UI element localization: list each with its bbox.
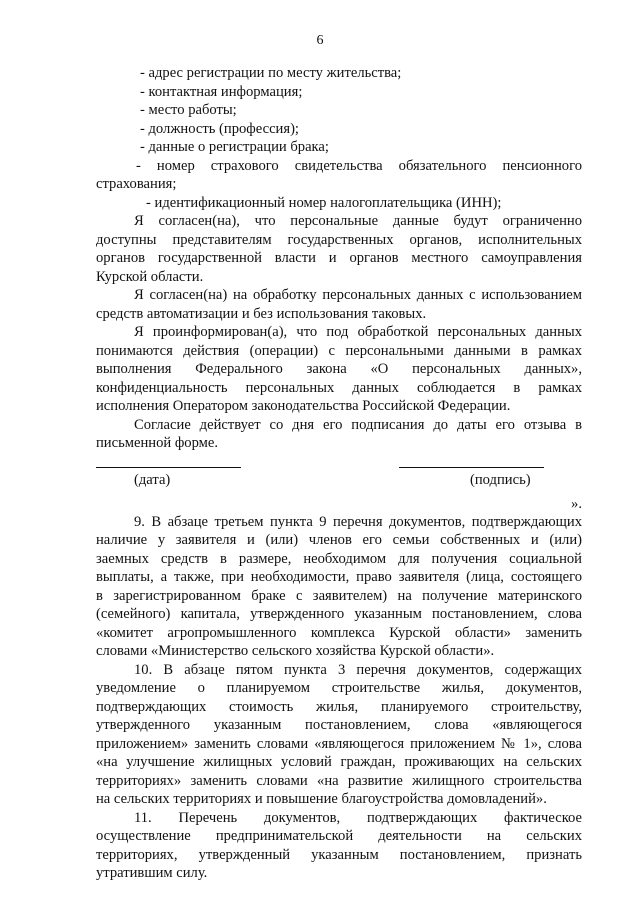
para-informed-line: понимаются действия (операции) с персональными данными в рамках <box>96 342 582 359</box>
para-validity-line: письменной форме. <box>96 435 219 451</box>
para-validity-line: Согласие действует со дня его подписания до даты его отзыва в <box>134 416 582 433</box>
para-informed-line: конфиденциальность персональных данных соблюдается в рамках <box>96 379 582 396</box>
para-9-line: 9. В абзаце третьем пункта 9 перечня документов, подтверждающих <box>134 513 582 530</box>
para-access-line: Я согласен(на), что персональные данные будут ограниченно <box>134 213 582 229</box>
para-10-line: приложением» заменить словами «являющегося приложением № 1», слова <box>96 735 582 752</box>
page-number: 6 <box>316 33 324 48</box>
list-item-inn: - идентификационный номер налогоплательщика (ИНН); <box>146 194 502 211</box>
list-item-snils-cont: страхования; <box>96 176 177 192</box>
para-11-line: территориях, утвержденный указанным постановлением, признать <box>96 846 582 863</box>
list-item: - контактная информация; <box>140 83 303 100</box>
para-9-line: в зарегистрированном браке с заявителем) на получение материнского <box>96 587 582 604</box>
para-informed-line: Я проинформирован(а), что под обработкой персональных данных <box>134 324 582 340</box>
document-body <box>96 64 582 883</box>
signature-line <box>399 467 544 468</box>
list-item: - адрес регистрации по месту жительства; <box>140 65 402 81</box>
date-label: (дата) <box>134 471 171 488</box>
para-11-line: утратившим силу. <box>96 865 208 881</box>
para-11-line: осуществление предпринимательской деятельности на сельских <box>96 828 582 844</box>
para-10-line: уведомление о планируемом строительстве жилья, документов, <box>96 680 582 696</box>
para-9-line: выплаты, а также, при необходимости, право заявителя (лица, состоящего <box>96 569 582 585</box>
para-informed-line: исполнения Оператором законодательства Российской Федерации. <box>96 398 511 414</box>
para-9-line: словами «Министерство сельского хозяйства Курской области». <box>96 643 495 659</box>
para-access-line: Курской области. <box>96 268 204 285</box>
para-10-line: «на улучшение жилищных условий граждан, проживающих на сельских <box>96 754 582 770</box>
para-automation-line: средств автоматизации и без использования таковых. <box>96 305 427 322</box>
signature-block <box>96 453 582 513</box>
para-10-line: 10. В абзаце пятом пункта 3 перечня документов, содержащих <box>134 661 582 678</box>
list-item: - место работы; <box>140 102 237 118</box>
para-10-line: подтверждающих стоимость жилья, планируемого строительству, <box>96 698 582 715</box>
para-9-line: заемных средств в размере, необходимом для получения социальной <box>96 550 582 567</box>
signature-label: (подпись) <box>470 471 531 488</box>
para-10-line: утвержденного указанным постановлением, слова «являющегося <box>96 717 582 733</box>
para-9-line: (семейного) капитала, утвержденного указанным постановлением, слова <box>96 606 582 622</box>
para-9-line: наличие у заявителя и (или) членов его семьи собственных и (или) <box>96 532 582 548</box>
closing-mark: ». <box>571 495 582 512</box>
list-item: - должность (профессия); <box>140 120 299 137</box>
para-10-line: территориях» заменить словами «на развитие жилищного строительства <box>96 772 582 789</box>
list-item-snils: - номер страхового свидетельства обязательного пенсионного <box>136 157 582 174</box>
para-10-line: на сельских территориях и повышение благоустройства домовладений». <box>96 791 547 807</box>
para-11-line: 11. Перечень документов, подтверждающих фактическое <box>134 809 582 826</box>
para-access-line: органов государственной власти и органов местного самоуправления <box>96 250 582 266</box>
list-item: - данные о регистрации брака; <box>140 139 329 155</box>
date-line <box>96 467 241 468</box>
para-access-line: доступны представителям государственных органов, исполнительных <box>96 231 582 248</box>
para-automation-line: Я согласен(на) на обработку персональных данных с использованием <box>134 287 582 303</box>
para-9-line: «комитет агропромышленного комплекса Курской области» заменить <box>96 624 582 641</box>
para-informed-line: выполнения Федерального закона «О персональных данных», <box>96 361 582 377</box>
